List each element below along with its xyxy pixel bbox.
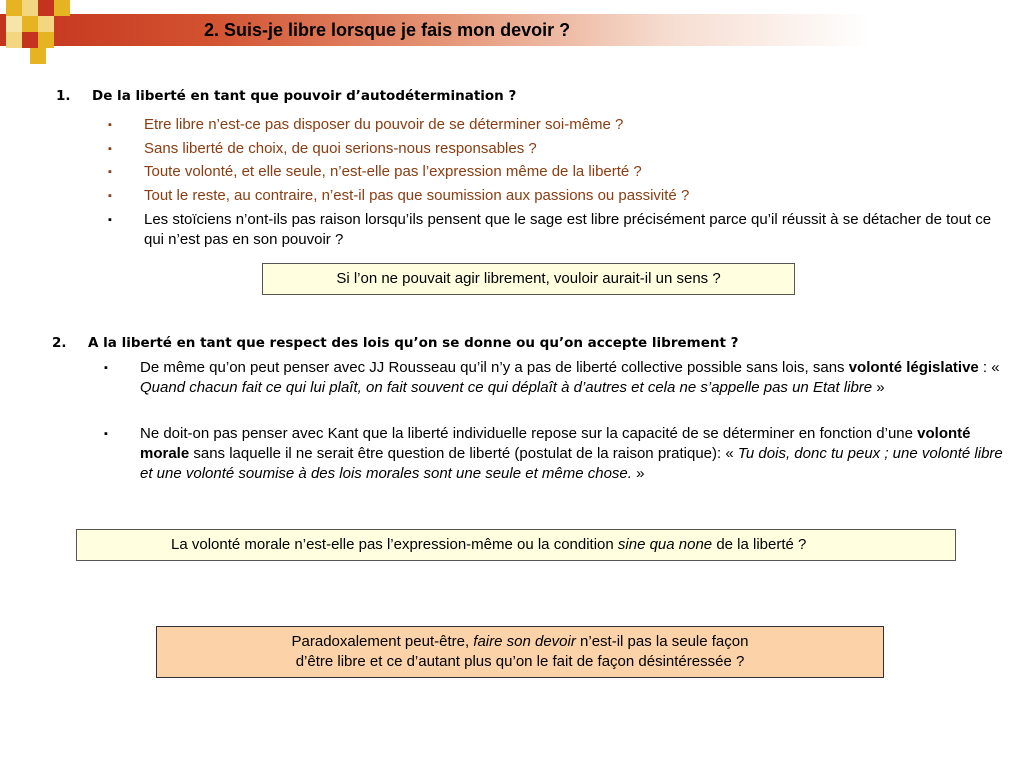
bullet-item [108, 186, 1004, 206]
section-title: A la liberté en tant que respect des lois qu’on se donne ou qu’on accepte librement ? [88, 335, 739, 351]
bullet-text: Toute volonté, et elle seule, n’est-elle pas l’expression même de la liberté ? [144, 163, 642, 180]
conclusion-text: n’est-il pas la seule façon [575, 633, 749, 650]
bullet-item [108, 162, 1004, 182]
logo-square [22, 16, 38, 32]
question-box-emphasis: sine qua none [617, 536, 713, 553]
question-box-text: La volonté morale n’est-elle pas l’expression-même ou la condition [171, 536, 618, 553]
bullet-text: Les stoïciens n’ont-ils pas raison lorsqu’ils pensent que le sage est libre précisément parce qu’il réussit à se détacher de tout ce qui n’est pas en son pouvoir ? [144, 211, 992, 248]
bullet-item [108, 115, 1004, 135]
logo-square [38, 16, 54, 32]
bullet-emphasis: volonté législative [848, 359, 979, 376]
bullet-marker: ▪ [108, 166, 112, 178]
question-box-1 [262, 263, 795, 295]
conclusion-line-2: d’être libre et ce d’autant plus qu’on le fait de façon désintéressée ? [295, 653, 745, 670]
bullet-text: Ne doit-on pas penser avec Kant que la liberté individuelle repose sur la capacité de se déterminer en fonction d’une [140, 425, 918, 442]
conclusion-line-1 [157, 632, 883, 652]
logo-square [54, 0, 70, 16]
conclusion-emphasis: faire son devoir [473, 633, 576, 650]
conclusion-text: Paradoxalement peut-être, [291, 633, 474, 650]
bullet-marker: ▪ [108, 190, 112, 202]
logo-square [22, 32, 38, 48]
bullet-text: sans laquelle il ne serait être question de liberté (postulat de la raison pratique): « [189, 445, 738, 462]
bullet-marker: ▪ [108, 119, 112, 131]
bullet-item [104, 424, 1006, 484]
question-box-text: Si l’on ne pouvait agir librement, vouloir aurait-il un sens ? [336, 270, 721, 287]
section-2-heading [52, 335, 738, 351]
logo-square [38, 32, 54, 48]
logo-square [30, 48, 46, 64]
bullet-text: » [872, 379, 885, 396]
logo-square [6, 32, 22, 48]
question-box-text: de la liberté ? [712, 536, 807, 553]
bullet-text: Etre libre n’est-ce pas disposer du pouvoir de se déterminer soi-même ? [144, 116, 624, 133]
logo-square [6, 16, 22, 32]
bullet-text: : « [978, 359, 1000, 376]
page-title: 2. Suis-je libre lorsque je fais mon devoir ? [204, 20, 571, 40]
section-number: 1. [56, 88, 71, 104]
bullet-marker: ▪ [104, 362, 108, 374]
section-number: 2. [52, 335, 67, 351]
section-1-heading [56, 88, 516, 104]
logo-square [6, 0, 22, 16]
bullet-item [108, 139, 1004, 159]
conclusion-box [156, 626, 884, 678]
question-box-2 [76, 529, 956, 561]
bullet-marker: ▪ [108, 143, 112, 155]
bullet-text: Sans liberté de choix, de quoi serions-nous responsables ? [144, 140, 537, 157]
logo-square [38, 0, 54, 16]
bullet-quote: Tu dois, donc tu peux ; une volonté libre et une volonté soumise à des lois morales sont une seule et même chose. [140, 445, 1003, 482]
bullet-text: De même qu’on peut penser avec JJ Rousseau qu’il n’y a pas de liberté collective possible sans lois, sans [140, 359, 849, 376]
bullet-item [104, 358, 1002, 398]
bullet-item [108, 210, 1004, 250]
bullet-marker: ▪ [104, 428, 108, 440]
bullet-quote: Quand chacun fait ce qui lui plaît, on fait souvent ce qui déplaît à d’autres et cela ne s’appelle pas un Etat libre [140, 379, 873, 396]
bullet-marker: ▪ [108, 214, 112, 226]
section-title: De la liberté en tant que pouvoir d’autodétermination ? [92, 88, 517, 104]
logo-square [22, 0, 38, 16]
bullet-text: » [631, 465, 645, 482]
bullet-emphasis: volonté morale [140, 425, 971, 462]
bullet-text: Tout le reste, au contraire, n’est-il pas que soumission aux passions ou passivité ? [144, 187, 690, 204]
